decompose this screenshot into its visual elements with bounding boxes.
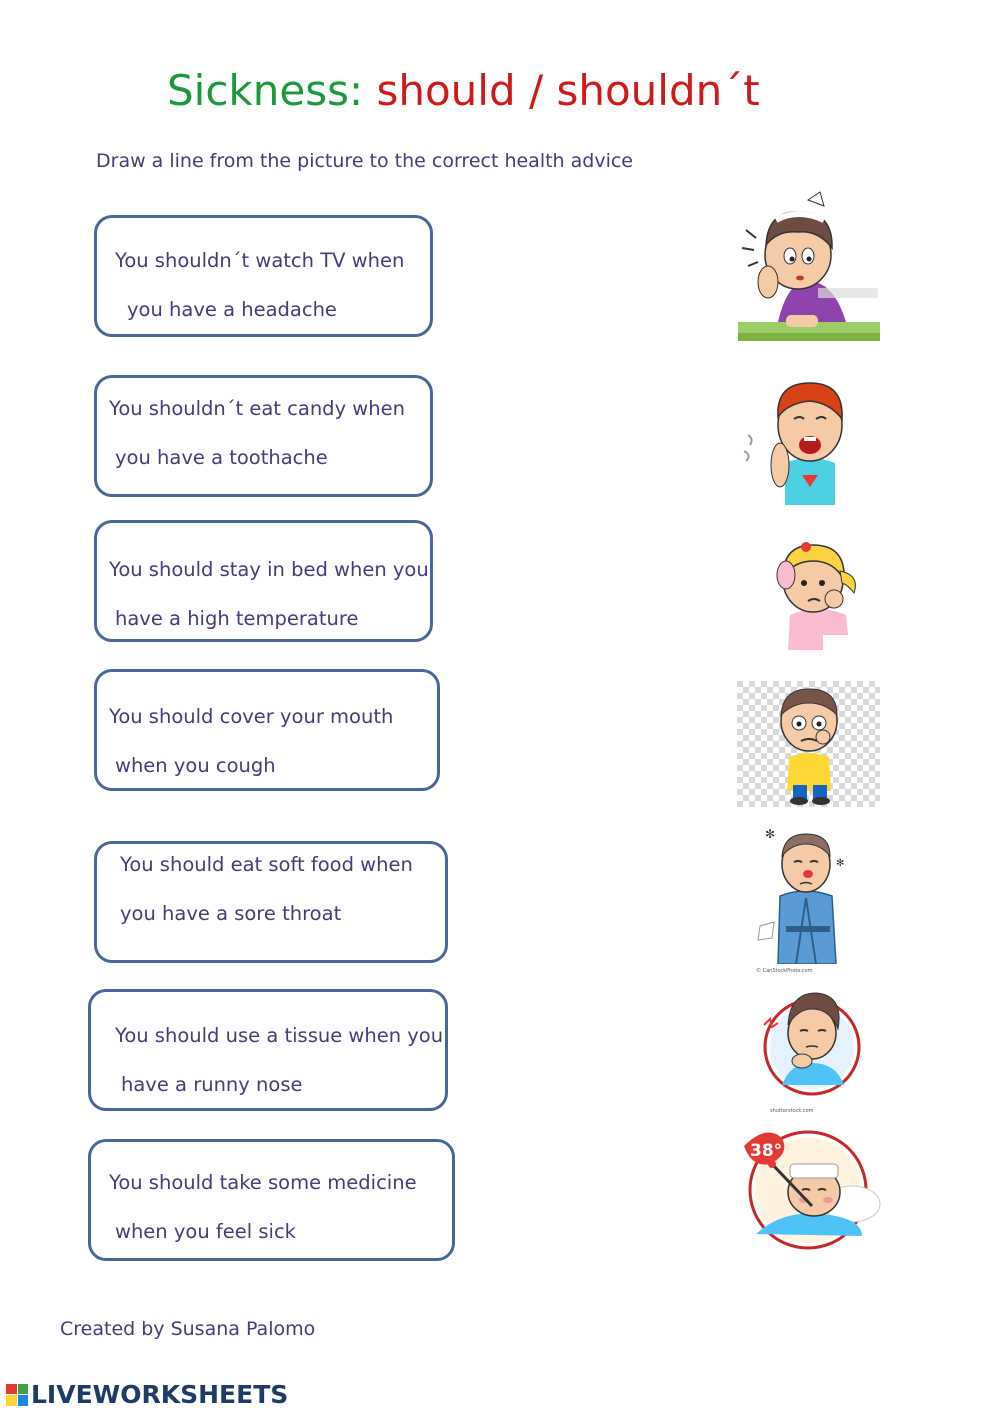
advice-line-1: You shouldn´t watch TV when xyxy=(115,249,405,272)
advice-box-2[interactable] xyxy=(94,375,433,497)
advice-box-5[interactable] xyxy=(94,841,448,963)
coughing-boy-icon[interactable] xyxy=(740,375,855,505)
liveworksheets-logo[interactable] xyxy=(6,1380,288,1409)
page-title xyxy=(167,66,760,115)
sick-man-bathrobe-icon[interactable] xyxy=(750,826,865,974)
instruction-text: Draw a line from the picture to the correct health advice xyxy=(96,150,634,172)
advice-box-3[interactable] xyxy=(94,520,433,642)
advice-box-6[interactable] xyxy=(88,989,448,1111)
advice-line-2: have a high temperature xyxy=(115,607,359,630)
liveworksheets-icon xyxy=(6,1384,28,1406)
svg-text:✻: ✻ xyxy=(836,858,845,869)
svg-text:✻: ✻ xyxy=(765,827,776,841)
title-part-should: should / shouldn´t xyxy=(376,66,760,115)
footer-credit: Created by Susana Palomo xyxy=(60,1318,316,1340)
advice-line-2: when you feel sick xyxy=(115,1220,296,1243)
advice-line-2: you have a sore throat xyxy=(120,902,342,925)
toothache-girl-icon[interactable] xyxy=(768,535,868,650)
advice-box-1[interactable] xyxy=(94,215,433,337)
advice-line-2: you have a toothache xyxy=(115,446,328,469)
advice-line-1: You should stay in bed when you xyxy=(109,558,429,581)
advice-line-2: when you cough xyxy=(115,754,276,777)
advice-line-1: You should use a tissue when you xyxy=(115,1024,444,1047)
advice-line-1: You should take some medicine xyxy=(109,1171,417,1194)
advice-box-7[interactable] xyxy=(88,1139,455,1261)
svg-text:© CanStockPhoto.com: © CanStockPhoto.com xyxy=(756,968,813,974)
advice-line-1: You should eat soft food when xyxy=(120,853,413,876)
brand-name: LIVEWORKSHEETS xyxy=(31,1380,289,1409)
sore-throat-boy-icon[interactable] xyxy=(760,985,865,1115)
advice-line-2: you have a headache xyxy=(127,298,337,321)
fever-boy-thermometer-icon[interactable] xyxy=(742,1124,882,1254)
runny-nose-boy-icon[interactable] xyxy=(737,681,880,807)
advice-box-4[interactable] xyxy=(94,669,440,791)
headache-child-icon[interactable] xyxy=(738,190,880,345)
advice-line-2: have a runny nose xyxy=(121,1073,303,1096)
fever-badge: 38° xyxy=(750,1141,783,1161)
svg-text:shutterstock.com: shutterstock.com xyxy=(770,1108,814,1114)
advice-line-1: You should cover your mouth xyxy=(109,705,394,728)
advice-line-1: You shouldn´t eat candy when xyxy=(109,397,405,420)
title-part-sickness: Sickness: xyxy=(167,66,377,115)
